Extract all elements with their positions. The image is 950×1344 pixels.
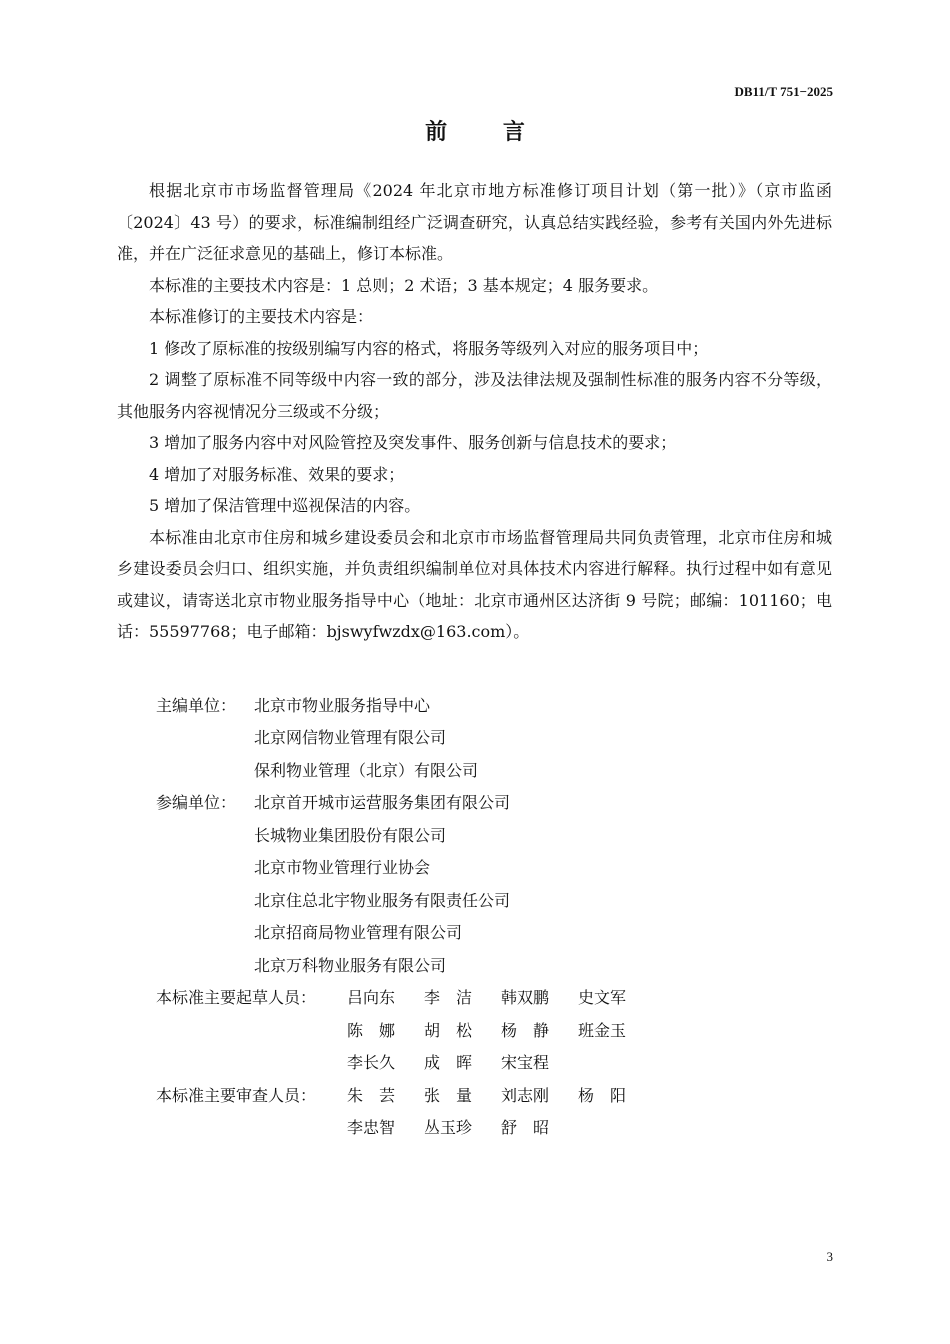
- co-editor-unit: 北京住总北宇物业服务有限责任公司: [254, 890, 511, 910]
- paragraph-revision-intro: 本标准修订的主要技术内容是：: [149, 307, 374, 326]
- page-title: 前 言: [425, 119, 549, 145]
- drafter-names: [347, 985, 655, 1008]
- reviewer-name: 刘志刚: [501, 1085, 550, 1105]
- reviewer-name: 丛玉珍: [424, 1118, 473, 1138]
- drafter-name: 史文军: [578, 988, 627, 1008]
- drafter-names: [347, 1018, 655, 1041]
- co-editor-row: [117, 851, 832, 884]
- foreword-body: [117, 175, 832, 648]
- co-editor-unit: 长城物业集团股份有限公司: [254, 825, 447, 845]
- chief-editor-row: [117, 688, 832, 721]
- revision-item-4: 4 增加了对服务标准、效果的要求；: [149, 464, 405, 484]
- reviewer-name: 杨 阳: [578, 1085, 627, 1105]
- revision-item-3: 3 增加了服务内容中对风险管控及突发事件、服务创新与信息技术的要求；: [149, 433, 677, 452]
- drafters-row: [117, 1013, 832, 1046]
- drafter-name: 杨 静: [501, 1020, 550, 1040]
- co-editor-row: [117, 883, 832, 916]
- drafter-name: 胡 松: [424, 1020, 473, 1040]
- chief-editor-unit: 保利物业管理（北京）有限公司: [254, 760, 479, 780]
- revision-item-2: 2 调整了原标准不同等级中内容一致的部分，涉及法律法规及强制性标准的服务内容不分等级，其他服务内容视情况分三级或不分级；: [117, 370, 832, 421]
- reviewer-names: [347, 1115, 578, 1138]
- reviewer-name: 舒 昭: [501, 1118, 550, 1138]
- co-editor-label: 参编单位：: [156, 793, 237, 813]
- drafter-name: 宋宝程: [501, 1053, 550, 1073]
- reviewer-names: [347, 1083, 655, 1106]
- drafter-name: 韩双鹏: [501, 988, 550, 1008]
- chief-editor-unit: 北京网信物业管理有限公司: [254, 728, 447, 748]
- contributors-section: [117, 688, 832, 1143]
- paragraph-management: 本标准由北京市住房和城乡建设委员会和北京市市场监督管理局共同负责管理，北京市住房和城乡建设委员会归口、组织实施，并负责组织编制单位对具体技术内容进行解释。执行过程中如有意见或建议，请寄送北京市物业服务指导中心（地址：北京市通州区达济街 9 号院；邮编：101160；电话：55597768；电子邮箱：bjswyfwzdx@163.com）。: [117, 527, 832, 641]
- chief-editor-row: [117, 721, 832, 754]
- co-editor-unit: 北京首开城市运营服务集团有限公司: [254, 793, 511, 813]
- drafter-name: 吕向东: [347, 988, 396, 1008]
- co-editor-row: [117, 818, 832, 851]
- co-editor-row: [117, 948, 832, 981]
- standard-code: DB11/T 751−2025: [734, 84, 833, 99]
- co-editor-unit: 北京市物业管理行业协会: [254, 858, 431, 878]
- co-editor-unit: 北京招商局物业管理有限公司: [254, 923, 463, 943]
- drafters-row: [117, 1046, 832, 1079]
- co-editor-unit: 北京万科物业服务有限公司: [254, 955, 447, 975]
- paragraph-main-content: 本标准的主要技术内容是：1 总则；2 术语；3 基本规定；4 服务要求。: [149, 275, 659, 295]
- reviewer-name: 朱 芸: [347, 1085, 396, 1105]
- drafter-name: 班金玉: [578, 1020, 627, 1040]
- page-number: 3: [826, 1249, 833, 1264]
- drafter-name: 李长久: [347, 1053, 396, 1073]
- chief-editor-row: [117, 753, 832, 786]
- drafters-row: [117, 981, 832, 1014]
- drafter-name: 成 晖: [424, 1053, 473, 1073]
- drafter-name: 李 洁: [424, 988, 473, 1008]
- revision-item-1: 1 修改了原标准的按级别编写内容的格式，将服务等级列入对应的服务项目中；: [149, 338, 709, 358]
- chief-editor-unit: 北京市物业服务指导中心: [254, 695, 431, 715]
- chief-editor-label: 主编单位：: [156, 695, 237, 715]
- reviewer-name: 李忠智: [347, 1118, 396, 1138]
- paragraph-background: 根据北京市市场监督管理局《2024 年北京市地方标准修订项目计划（第一批）》（京市监函〔2024〕43 号）的要求，标准编制组经广泛调查研究，认真总结实践经验，参考有关国内外先进标准，并在广泛征求意见的基础上，修订本标准。: [117, 181, 832, 263]
- reviewers-label: 本标准主要审查人员：: [156, 1085, 317, 1105]
- co-editor-row: [117, 916, 832, 949]
- co-editor-row: [117, 786, 832, 819]
- reviewer-name: 张 量: [424, 1085, 473, 1105]
- drafter-names: [347, 1050, 578, 1073]
- drafter-name: 陈 娜: [347, 1020, 396, 1040]
- reviewers-row: [117, 1078, 832, 1111]
- drafters-label: 本标准主要起草人员：: [156, 988, 317, 1008]
- reviewers-row: [117, 1111, 832, 1144]
- revision-item-5: 5 增加了保洁管理中巡视保洁的内容。: [149, 496, 421, 515]
